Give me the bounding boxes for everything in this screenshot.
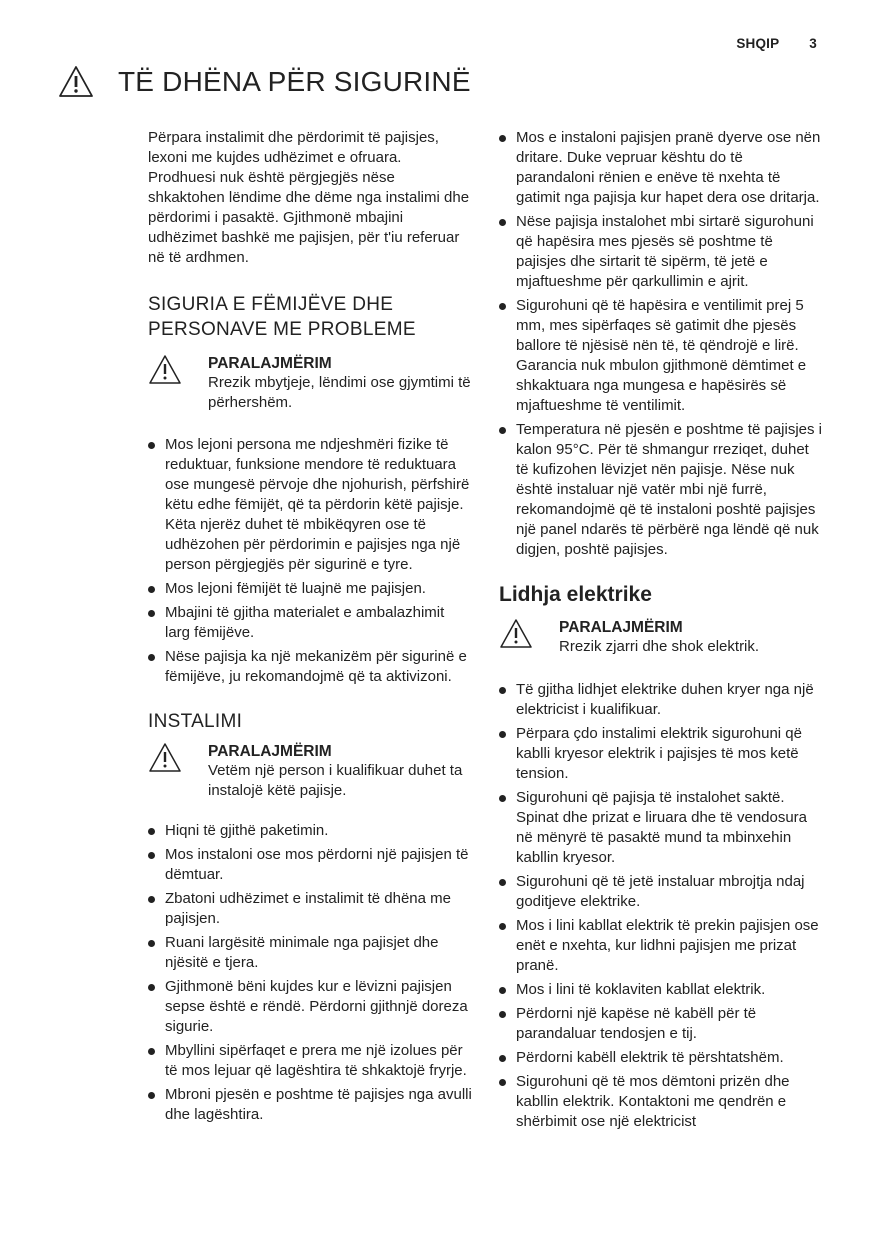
warning-triangle-icon [148,742,182,774]
list-item: Përpara çdo instalimi elektrik sigurohuni që kablli kryesor elektrik i pajisjes të mos ketë tension. [499,724,825,784]
list-item: Mos i lini të koklaviten kabllat elektrik. [499,980,825,1000]
installation-list-continued [499,128,825,560]
installation-heading: INSTALIMI [148,711,243,732]
page-number: 3 [809,36,817,51]
list-item: Nëse pajisja instalohet mbi sirtarë sigurohuni që hapësira mes pjesës së poshtme të pajisjes dhe sirtarit të sipërm, të jetë e mjaftueshme për qarkullimin e ajrit. [499,212,825,292]
list-item: Ruani largësitë minimale nga pajisjet dhe njësitë e tjera. [148,933,472,973]
page-title-row [58,64,471,100]
list-item: Mos e instaloni pajisjen pranë dyerve ose nën dritare. Duke vepruar kështu do të parandaloni rënien e enëve të nxehta të gatimit nga pajisja kur hapet dera ose dritarja. [499,128,825,208]
warning-title: PARALAJMËRIM [208,743,332,760]
warning-triangle-icon [148,354,182,386]
installation-warning [148,742,472,801]
list-item: Sigurohuni që të mos dëmtoni prizën dhe kabllin elektrik. Kontaktoni me qendrën e shërbimit ose një elektricist [499,1072,825,1132]
warning-title: PARALAJMËRIM [559,619,683,636]
page-header [736,36,817,51]
warning-text: Vetëm një person i kualifikuar duhet ta instalojë këtë pajisje. [208,762,463,799]
list-item: Mos instaloni ose mos përdorni një pajisjen të dëmtuar. [148,845,472,885]
electric-connection-heading: Lidhja elektrike [499,583,652,606]
intro-paragraph: Përpara instalimit dhe përdorimit të pajisjes, lexoni me kujdes udhëzimet e ofruara. Prodhuesi nuk është përgjegjës nëse shkaktohen lëndime dhe dëme nga instalimi dhe përdorimi i pasaktë. Gjithmonë mbajini udhëzimet bashkë me pajisjen, për t'iu referuar në të ardhmen. [148,129,470,266]
list-item: Sigurohuni që të hapësira e ventilimit prej 5 mm, mes sipërfaqes së gatimit dhe pjesës ballore të njësisë nën të, të qëndrojë e lirë. Garancia nuk mbulon gjithmonë dëmtimet e shkaktuara nga mungesa e hapësirës së mjaftueshme të ventilimit. [499,296,825,416]
warning-triangle-icon [58,64,94,100]
list-item: Gjithmonë bëni kujdes kur e lëvizni pajisjen sepse është e rëndë. Përdorni gjithnjë doreza sigurie. [148,977,472,1037]
right-column [499,128,825,1136]
list-item: Mos lejoni fëmijët të luajnë me pajisjen. [148,579,472,599]
left-column [148,128,472,1129]
children-warning [148,354,472,413]
list-item: Sigurohuni që të jetë instaluar mbrojtja ndaj goditjeve elektrike. [499,872,825,912]
list-item: Përdorni një kapëse në kabëll për të parandaluar tendosjen e tij. [499,1004,825,1044]
page-title: TË DHËNA PËR SIGURINË [118,66,471,97]
list-item: Zbatoni udhëzimet e instalimit të dhëna me pajisjen. [148,889,472,929]
list-item: Nëse pajisja ka një mekanizëm për sigurinë e fëmijëve, ju rekomandojmë që ta aktivizoni. [148,647,472,687]
warning-text: Rrezik zjarri dhe shok elektrik. [559,638,760,655]
warning-triangle-icon [499,618,533,650]
list-item: Mbajini të gjitha materialet e ambalazhimit larg fëmijëve. [148,603,472,643]
warning-title: PARALAJMËRIM [208,355,332,372]
warning-text: Rrezik mbytjeje, lëndimi ose gjymtimi të përhershëm. [208,374,471,411]
installation-list [148,821,472,1125]
list-item: Hiqni të gjithë paketimin. [148,821,472,841]
list-item: Sigurohuni që pajisja të instalohet saktë. Spinat dhe prizat e liruara dhe të vendosura në mënyrë të pasaktë mund ta mbinxehin kabllin kryesor. [499,788,825,868]
electric-list [499,680,825,1132]
list-item: Mos lejoni persona me ndjeshmëri fizike të reduktuar, funksione mendore të reduktuara ose mungesë përvoje dhe njohurish, përfshirë këtu edhe fëmijët, që ta përdorin këtë pajisje. Këta njerëz duhet të mbikëqyren ose të udhëzohen për përdorimin e pajisjes nga një person përgjegjës për sigurinë e tyre. [148,435,472,575]
list-item: Të gjitha lidhjet elektrike duhen kryer nga një elektricist i kualifikuar. [499,680,825,720]
list-item: Mbyllini sipërfaqet e prera me një izolues për të mos lejuar që lagështira të shkaktojë fryrje. [148,1041,472,1081]
language-label: SHQIP [736,36,780,51]
children-safety-list [148,435,472,687]
children-safety-heading: SIGURIA E FËMIJËVE DHE PERSONAVE ME PROBLEME [148,294,416,340]
list-item: Temperatura në pjesën e poshtme të pajisjes i kalon 95°C. Për të shmangur rreziqet, duhet të kufizohen lëvizjet nën pajisje. Nëse nuk është instaluar një vatër mbi një furrë, rekomandojmë që të instaloni poshtë pajisjes një panel ndarës të përbërë nga lëndë që nuk digjen, poshtë pajisjes. [499,420,825,560]
list-item: Përdorni kabëll elektrik të përshtatshëm. [499,1048,825,1068]
list-item: Mbroni pjesën e poshtme të pajisjes nga avulli dhe lagështira. [148,1085,472,1125]
list-item: Mos i lini kabllat elektrik të prekin pajisjen ose enët e nxehta, kur lidhni pajisjen me prizat pranë. [499,916,825,976]
electric-warning [499,618,825,662]
